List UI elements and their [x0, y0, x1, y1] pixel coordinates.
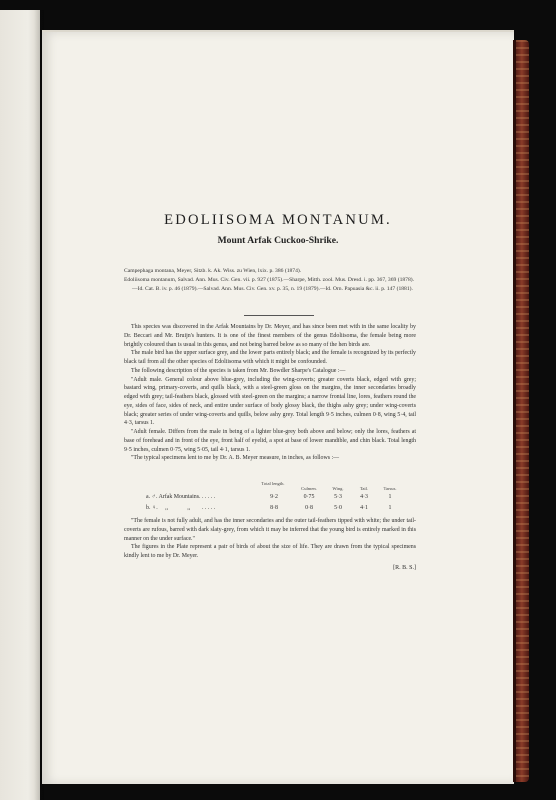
- column-header: Total length.: [261, 481, 285, 486]
- common-name: Mount Arfak Cuckoo-Shrike.: [217, 235, 339, 246]
- column-header: Tail.: [359, 486, 369, 491]
- table-cell: 4·1: [360, 505, 368, 511]
- synonymy-entry: Edoliisoma montanum, Salvad. Ann. Mus. Civ. Gen. vii. p. 927 (1875).—Sharpe, Mitth. zool. Mus. Dresd. i. pp. 367, 369 (1878).—Id. Cat. B. iv. p. 46 (1879).—Salvad. Ann. Mus. Civ. Gen. xv. p. 35, n. 19 (1879).—Id. Orn. Papuasia &c. ii. p. 147 (1881).: [124, 277, 415, 293]
- table-cell: 1: [388, 494, 392, 500]
- table-cell: 9·2: [270, 494, 278, 500]
- specimen-label: b. ♀. ,, ,, . . . . .: [146, 505, 216, 511]
- table-cell: 5·3: [334, 494, 342, 500]
- paragraph: The figures in the Plate represent a pair of birds of about the size of life. They are drawn from the typical specimens kindly lent to me by Dr. Meyer.: [124, 544, 416, 559]
- table-cell: 5·0: [334, 505, 342, 511]
- author-initials: [R. B. S.]: [393, 565, 416, 571]
- paragraph: "The female is not fully adult, and has the inner secondaries and the outer tail-feathers tipped with white; the under tail-coverts are rufous, barred with dark slaty-grey, from which it may be inferred that the young bird is entirely marked in this manner on the under surface.": [124, 518, 416, 542]
- column-header: Wing.: [332, 486, 344, 491]
- paragraph: This species was discovered in the Arfak Mountains by Dr. Meyer, and has since been met with in the same locality by Dr. Beccari and Mr. Bruijn's hunters. It is one of the finest members of the genus Edoliisoma, the female being more brightly coloured than is usual in this genus, and not being barred below as so many of the hen birds are.: [124, 324, 416, 348]
- paragraph: "The typical specimens lent to me by Dr. A. B. Meyer measure, in inches, as follows :—: [131, 455, 340, 462]
- table-cell: 1: [388, 505, 392, 511]
- binding-edge: [513, 40, 516, 782]
- closing-text: [124, 517, 416, 561]
- paragraph: The following description of the species is taken from Mr. Bowdler Sharpe's Catalogue :—: [131, 367, 346, 374]
- section-divider: [244, 315, 314, 316]
- synonymy: [124, 267, 416, 295]
- description-text: [124, 323, 416, 463]
- table-cell: 0·75: [303, 494, 315, 500]
- paragraph: "Adult female. Differs from the male in being of a lighter blue-grey both above and below; only the lores, feathers at base of forehead and in front of the eye, front half of eyelid, a spot at base of lower mandible, and chin black. Total length 9·5 inches, culmen 0·75, wing 5·05, tail 4·1, tarsus 1.: [124, 429, 416, 453]
- paragraph: "Adult male. General colour above blue-grey, including the wing-coverts; greater coverts black, edged with grey; bastard wing, primary-coverts, and quills black, with a steel-green gloss on the margins, the inner secondaries broadly edged with grey; tail-feathers black, glossed with steel-green on the margins; a narrow frontal line, lores, feathers round the eye, sides of face, sides of neck, and entire under surface of body glossy black, the thighs ashy grey; under wing-coverts black; greater series of under wing-coverts and quills, below ashy grey. Total length 9·5 inches, culmen 0·8, wing 5·4, tail 4·3, tarsus 1.: [124, 376, 416, 427]
- table-cell: 4·3: [360, 494, 368, 500]
- species-title: EDOLIISOMA MONTANUM.: [164, 212, 392, 228]
- column-header: Culmen.: [301, 486, 317, 491]
- table-cell: 8·8: [270, 505, 278, 511]
- specimen-label: a. ♂. Arfak Mountains. . . . . .: [146, 494, 216, 500]
- table-cell: 0·8: [305, 505, 313, 511]
- paragraph: The male bird has the upper surface grey, and the lower parts entirely black; and the female is recognized by its perfectly black tail from all the other species of Edoliisoma with which it might be confounded.: [124, 350, 416, 365]
- synonymy-entry: Campephaga montana, Meyer, Sitzb. k. Ak. Wiss. zu Wien, lxix. p. 386 (1874).: [124, 268, 302, 274]
- column-header: Tarsus.: [383, 486, 397, 491]
